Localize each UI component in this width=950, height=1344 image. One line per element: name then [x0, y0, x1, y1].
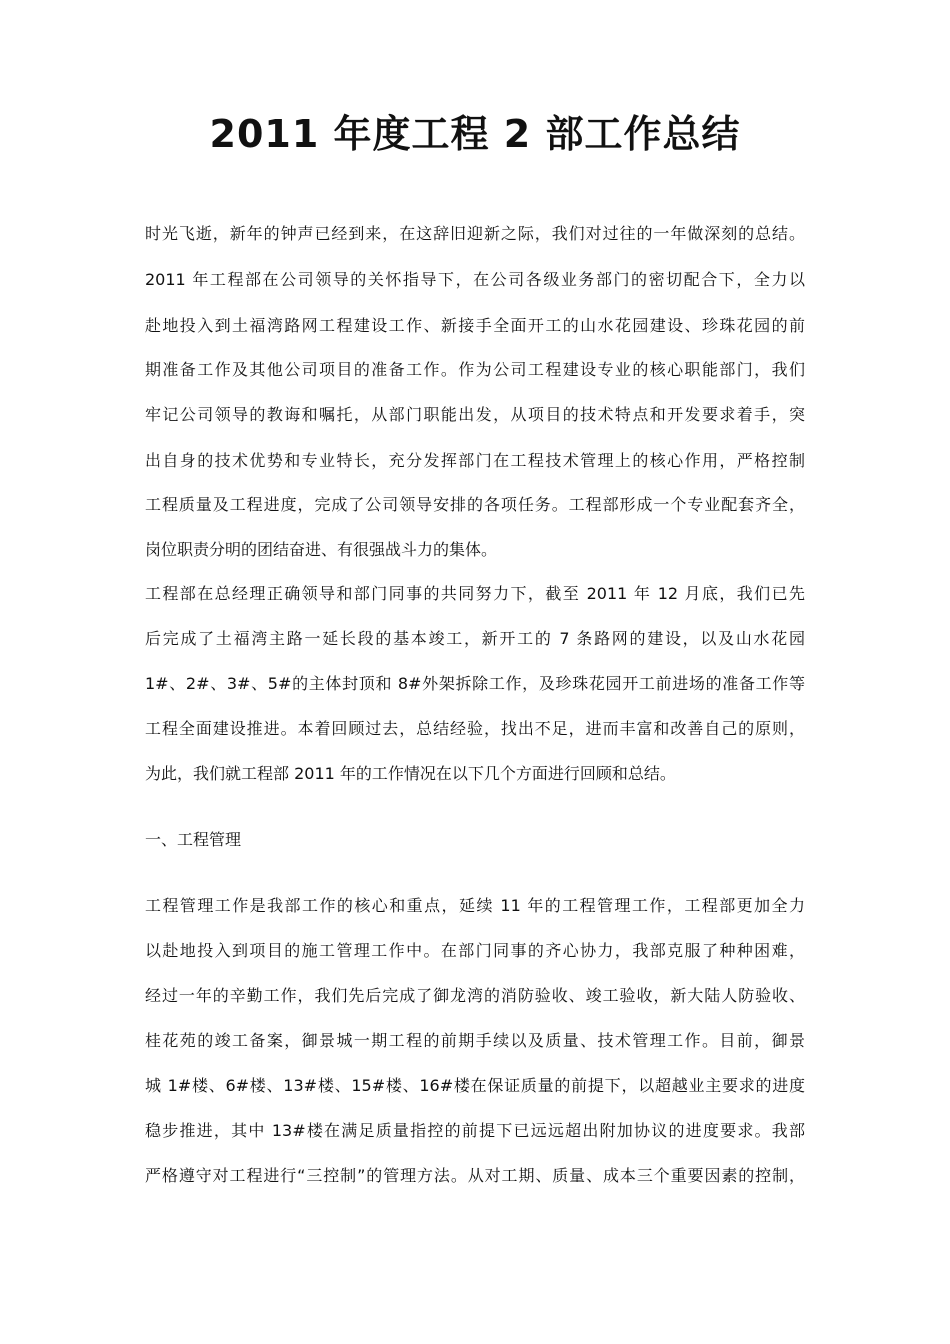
text-line: 2011 年工程部在公司领导的关怀指导下，在公司各级业务部门的密切配合下，全力以: [145, 270, 805, 289]
text-line: 期准备工作及其他公司项目的准备工作。作为公司工程建设专业的核心职能部门，我们: [145, 360, 805, 379]
text-line: 以赴地投入到项目的施工管理工作中。在部门同事的齐心协力，我部克服了种种困难，: [145, 941, 805, 960]
text-line: 城 1#楼、6#楼、13#楼、15#楼、16#楼在保证质量的前提下，以超越业主要求的进度: [145, 1076, 805, 1095]
text-line: 为此，我们就工程部 2011 年的工作情况在以下几个方面进行回顾和总结。: [145, 764, 676, 783]
text-line: 工程管理工作是我部工作的核心和重点，延续 11 年的工程管理工作，工程部更加全力: [145, 896, 805, 915]
text-line: 工程质量及工程进度，完成了公司领导安排的各项任务。工程部形成一个专业配套齐全，: [145, 495, 805, 514]
text-line: 桂花苑的竣工备案，御景城一期工程的前期手续以及质量、技术管理工作。目前，御景: [145, 1031, 805, 1050]
section-heading: 一、工程管理: [145, 830, 242, 849]
text-line: 1#、2#、3#、5#的主体封顶和 8#外架拆除工作，及珍珠花园开工前进场的准备工作等: [145, 674, 805, 693]
text-line: 岗位职责分明的团结奋进、有很强战斗力的集体。: [145, 540, 498, 559]
text-line: 稳步推进，其中 13#楼在满足质量指控的前提下已远远超出附加协议的进度要求。我部: [145, 1121, 805, 1140]
text-line: 工程部在总经理正确领导和部门同事的共同努力下，截至 2011 年 12 月底，我们已先: [145, 584, 805, 603]
text-line: 严格遵守对工程进行“三控制”的管理方法。从对工期、质量、成本三个重要因素的控制，: [145, 1166, 805, 1185]
text-line: 牢记公司领导的教诲和嘱托，从部门职能出发，从项目的技术特点和开发要求着手，突: [145, 405, 805, 424]
text-line: 后完成了土福湾主路一延长段的基本竣工，新开工的 7 条路网的建设，以及山水花园: [145, 629, 805, 648]
text-line: 出自身的技术优势和专业特长，充分发挥部门在工程技术管理上的核心作用，严格控制: [145, 451, 805, 470]
document-title: 2011 年度工程 2 部工作总结: [209, 112, 741, 156]
text-line: 时光飞逝，新年的钟声已经到来，在这辞旧迎新之际，我们对过往的一年做深刻的总结。: [145, 224, 805, 243]
text-line: 工程全面建设推进。本着回顾过去，总结经验，找出不足，进而丰富和改善自己的原则，: [145, 719, 805, 738]
text-line: 赴地投入到土福湾路网工程建设工作、新接手全面开工的山水花园建设、珍珠花园的前: [145, 316, 805, 335]
text-line: 经过一年的辛勤工作，我们先后完成了御龙湾的消防验收、竣工验收，新大陆人防验收、: [145, 986, 805, 1005]
